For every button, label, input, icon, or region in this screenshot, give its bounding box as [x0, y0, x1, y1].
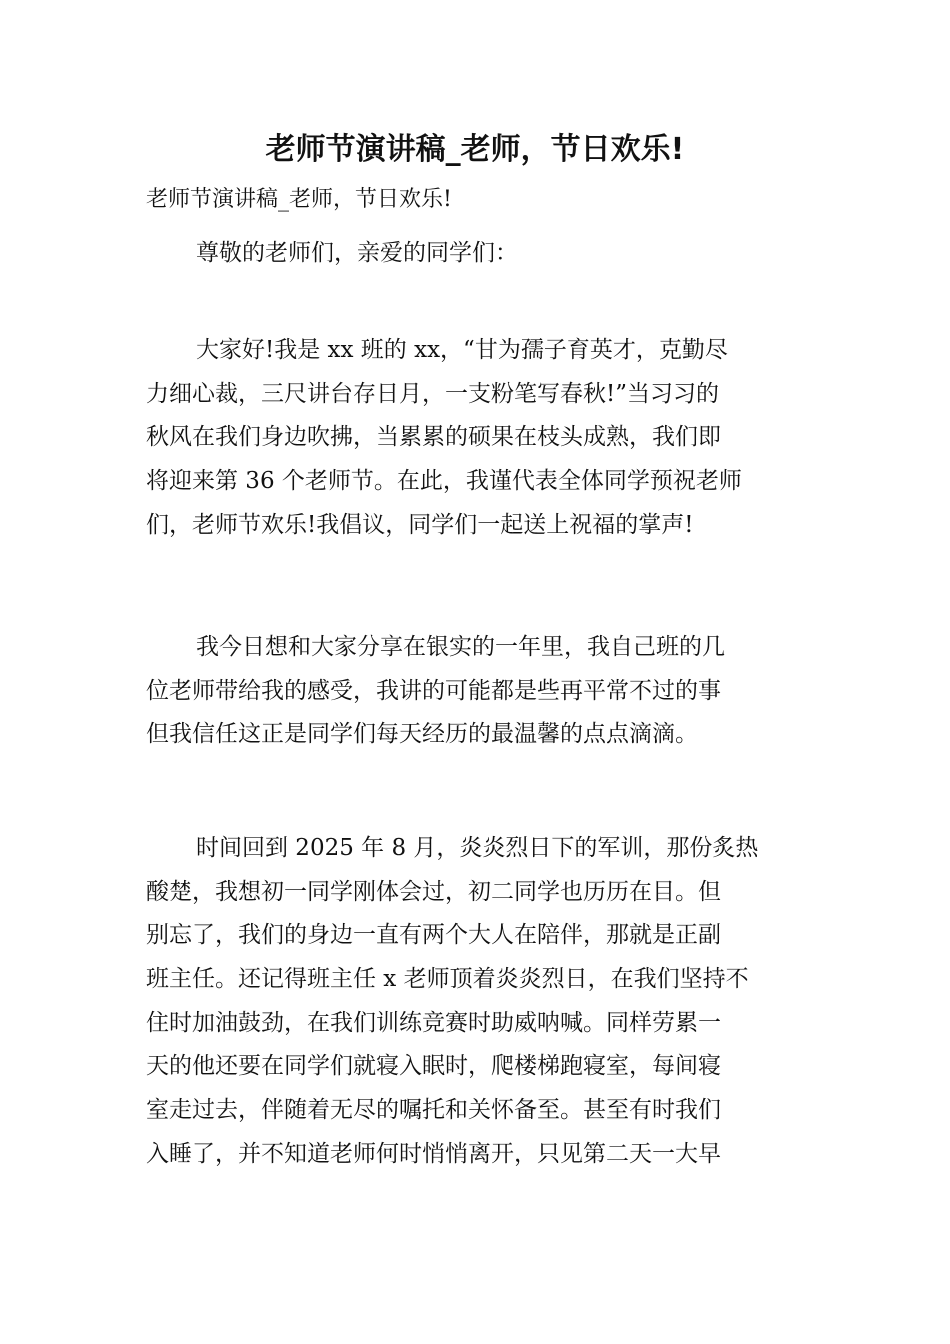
paragraph-line: 力细心裁，三尺讲台存日月，一支粉笔写春秋!”当习习的	[146, 380, 720, 407]
paragraph-line: 室走过去，伴随着无尽的嘱托和关怀备至。甚至有时我们	[146, 1097, 721, 1124]
paragraph-line: 大家好!我是 xx 班的 xx，“甘为孺子育英才，克勤尽	[196, 337, 728, 363]
paragraph-line: 但我信任这正是同学们每天经历的最温馨的点点滴滴。	[146, 721, 698, 748]
paragraph-line: 们，老师节欢乐!我倡议，同学们一起送上祝福的掌声!	[146, 511, 694, 538]
paragraph-share	[146, 626, 806, 757]
paragraph-greeting	[146, 232, 806, 276]
paragraph-line: 尊敬的老师们，亲爱的同学们：	[196, 240, 518, 266]
paragraph-line: 班主任。还记得班主任 x 老师顶着炎炎烈日，在我们坚持不	[146, 966, 749, 993]
paragraph-military-training	[146, 827, 806, 1177]
paragraph-line: 时间回到 2025 年 8 月，炎炎烈日下的军训，那份炙热	[196, 835, 759, 861]
document-title: 老师节演讲稿_老师，节日欢乐!	[265, 132, 685, 167]
paragraph-line: 天的他还要在同学们就寝入眠时，爬楼梯跑寝室，每间寝	[146, 1053, 721, 1080]
paragraph-intro	[146, 329, 806, 547]
paragraph-line: 酸楚，我想初一同学刚体会过，初二同学也历历在目。但	[146, 878, 721, 905]
paragraph-line: 住时加油鼓劲，在我们训练竞赛时助威呐喊。同样劳累一	[146, 1009, 721, 1036]
paragraph-line: 秋风在我们身边吹拂，当累累的硕果在枝头成熟，我们即	[146, 424, 721, 451]
paragraph-line: 位老师带给我的感受，我讲的可能都是些再平常不过的事	[146, 677, 721, 704]
document-subtitle: 老师节演讲稿_老师，节日欢乐!	[146, 187, 452, 212]
paragraph-line: 入睡了，并不知道老师何时悄悄离开，只见第二天一大早	[146, 1140, 721, 1167]
paragraph-line: 将迎来第 36 个老师节。在此，我谨代表全体同学预祝老师	[146, 468, 742, 495]
paragraph-line: 别忘了，我们的身边一直有两个大人在陪伴，那就是正副	[146, 922, 721, 949]
paragraph-line: 我今日想和大家分享在银实的一年里，我自己班的几	[196, 634, 725, 660]
